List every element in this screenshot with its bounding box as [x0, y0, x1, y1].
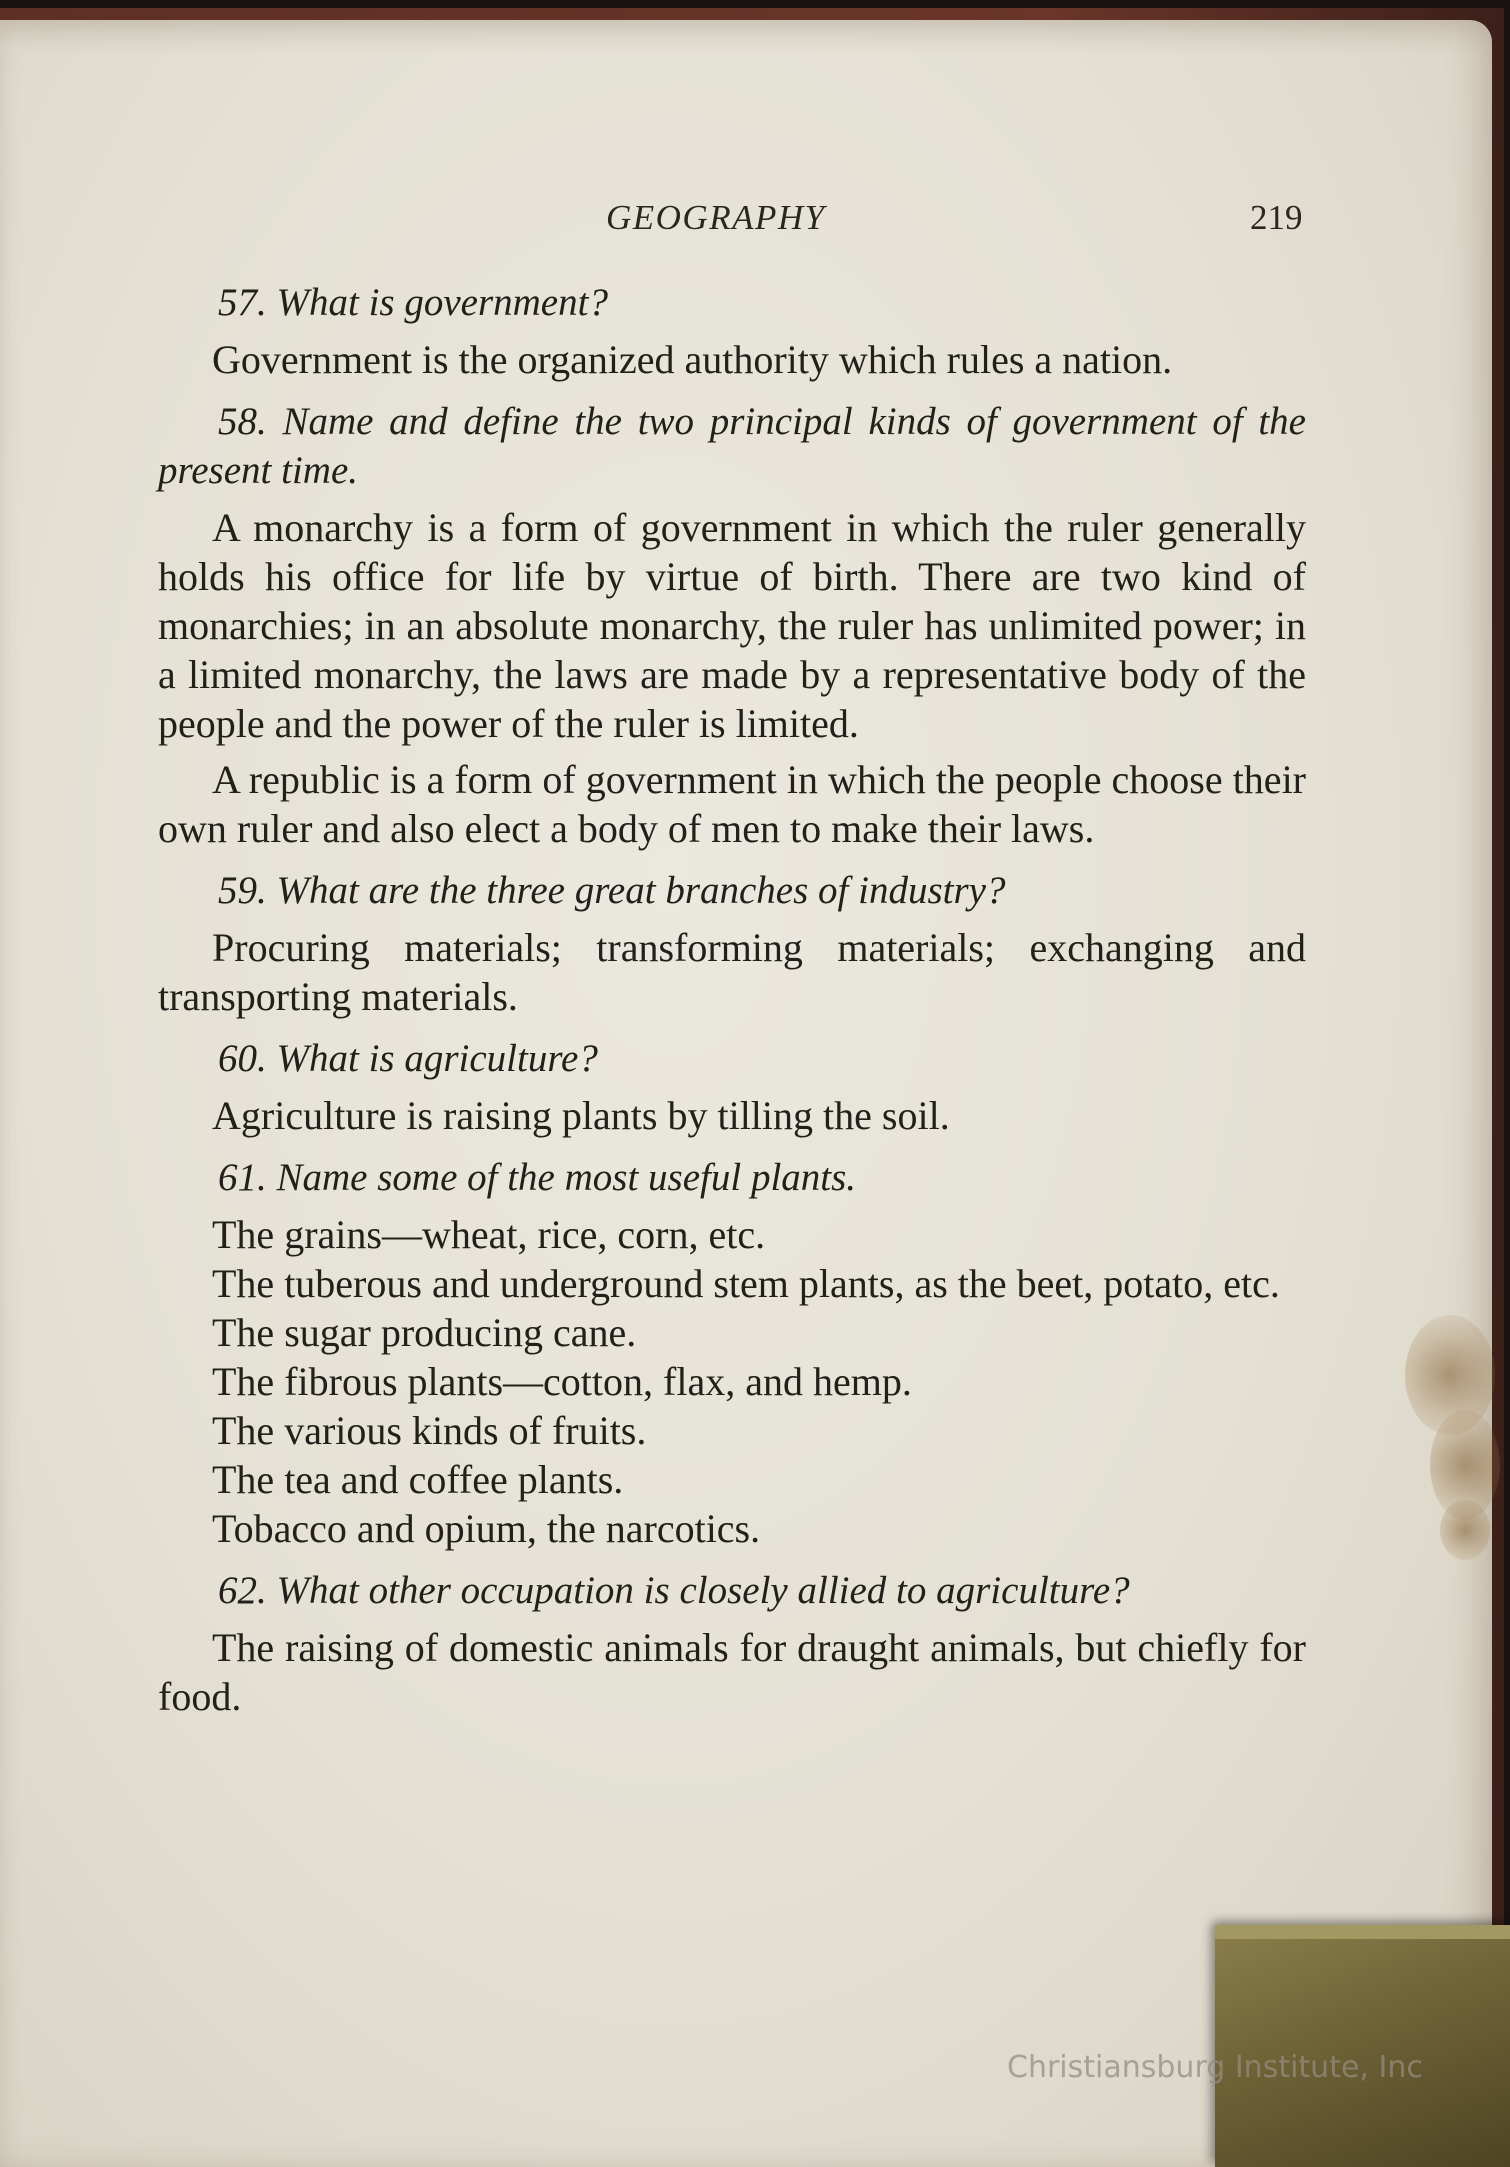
list-item: Tobacco and opium, the narcotics.: [212, 1506, 761, 1551]
list-item: The fibrous plants—cotton, flax, and hemp.: [212, 1359, 912, 1404]
plant-list: [158, 1210, 1306, 1553]
answer-58-republic: A republic is a form of government in which the people choose their own ruler and also elect a body of men to make their laws.: [158, 757, 1306, 851]
question-60: 60. What is agriculture?: [218, 1037, 598, 1080]
brass-page-marker: [1215, 1925, 1510, 2167]
brass-page-marker-edge: [1215, 1925, 1510, 1939]
question-62: 62. What other occupation is closely allied to agriculture?: [218, 1569, 1130, 1612]
answer-57: Government is the organized authority which rules a nation.: [212, 337, 1173, 382]
chapter-title: GEOGRAPHY: [606, 198, 826, 237]
list-item: The sugar producing cane.: [212, 1310, 637, 1355]
answer-62: The raising of domestic animals for draught animals, but chiefly for food.: [158, 1625, 1306, 1719]
foxing-stain: [1440, 1500, 1490, 1560]
list-item: The tea and coffee plants.: [212, 1457, 624, 1502]
list-item: The grains—wheat, rice, corn, etc.: [212, 1212, 766, 1257]
page-body: [158, 278, 1306, 1728]
question-58: 58. Name and define the two principal kinds of government of the present time.: [158, 400, 1306, 492]
question-57: 57. What is government?: [218, 281, 608, 324]
list-item: The various kinds of fruits.: [212, 1408, 647, 1453]
page-number: 219: [1250, 198, 1303, 237]
question-59: 59. What are the three great branches of industry?: [218, 869, 1006, 912]
answer-59: Procuring materials; transforming materials; exchanging and transporting materials.: [158, 925, 1306, 1019]
answer-58-monarchy: A monarchy is a form of government in which the ruler generally holds his office for life by virtue of birth. There are two kind of monarchies; in an absolute monarchy, the ruler has unlimited power; in a limited monarchy, the laws are made by a representative body of the people and the power of the ruler is limited.: [158, 505, 1306, 746]
answer-60: Agriculture is raising plants by tilling the soil.: [212, 1093, 950, 1138]
running-head: [0, 198, 1492, 248]
question-61: 61. Name some of the most useful plants.: [218, 1156, 857, 1199]
list-item: The tuberous and underground stem plants, as the beet, potato, etc.: [212, 1261, 1280, 1306]
watermark: Christiansburg Institute, Inc: [1007, 2050, 1423, 2085]
book-page: [0, 20, 1492, 2167]
